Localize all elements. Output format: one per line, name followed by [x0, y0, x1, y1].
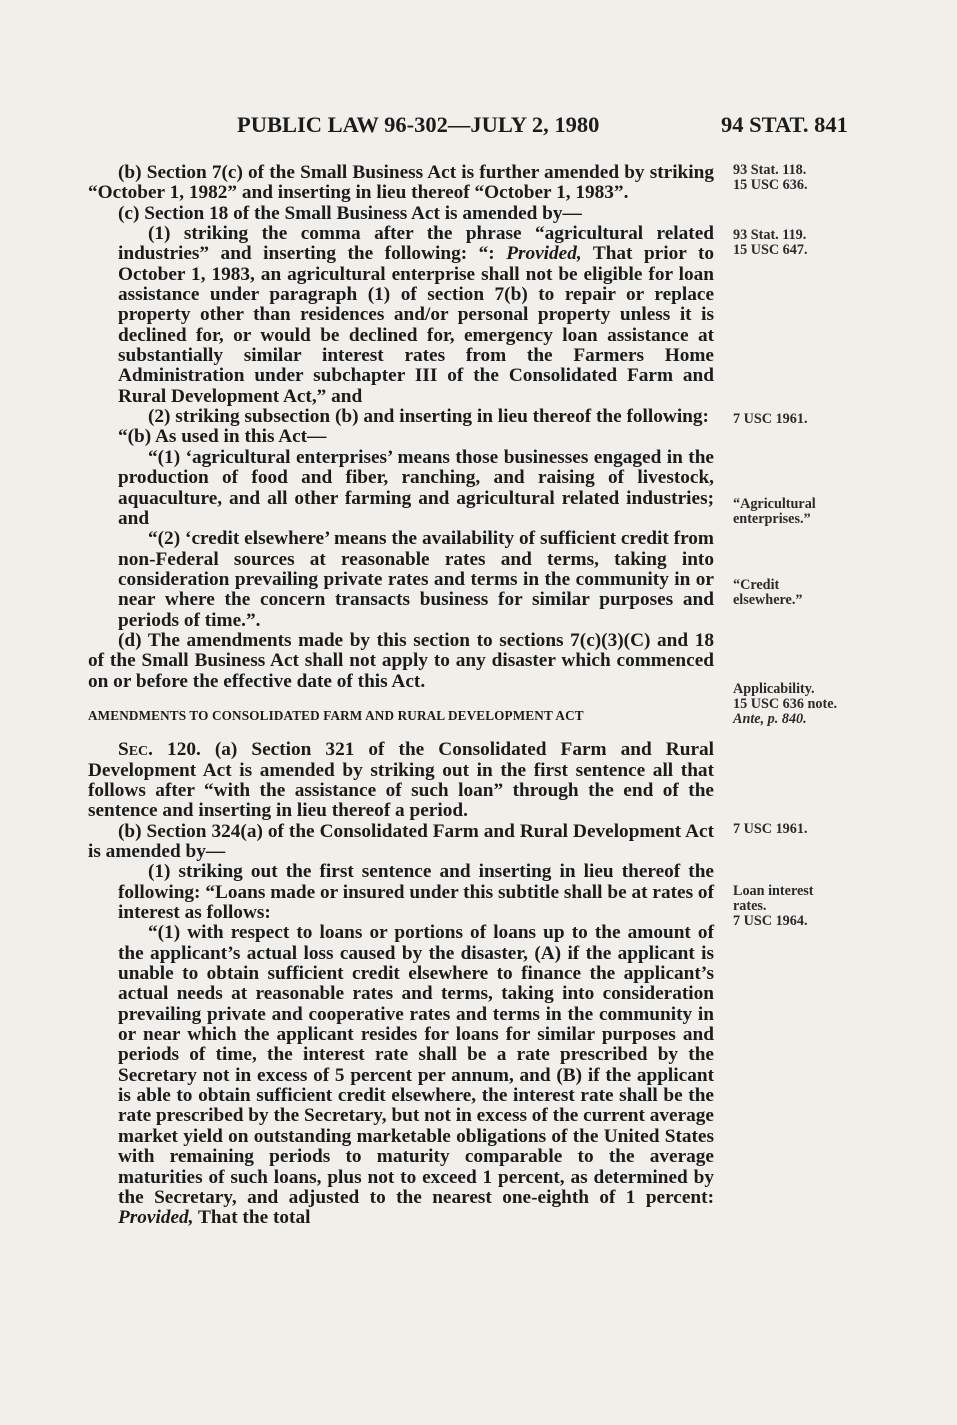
- paragraph-d: (d) The amendments made by this section to sections 7(c)(3)(C) and 18 of the Small Business Act shall not apply to any disaster which commenced on or before the effective date of this Act.: [88, 629, 714, 692]
- paragraph-c2: (2) striking subsection (b) and inserting in lieu thereof the following:: [148, 406, 709, 428]
- paragraph-c1: [88, 224, 714, 407]
- paragraph-b-definitions: “(b) As used in this Act—: [118, 426, 327, 448]
- section-120-b: (b) Section 324(a) of the Consolidated Farm and Rural Development Act is amended by—: [88, 820, 714, 862]
- body-text: [88, 163, 714, 1229]
- section-120-a-text: 120. (a) Section 321 of the Consolidated Farm and Rural Development Act is amended by striking out in the first sentence all that follows after “with the assistance of such loan” through the end of the sentence and inserting in lieu thereof a period.: [88, 739, 714, 822]
- header-stat-page: 94 STAT. 841: [721, 112, 848, 137]
- interest-rate-clause-text-b: That the total: [193, 1207, 311, 1229]
- margin-note-6: Applicability. 15 USC 636 note. Ante, p. 840.: [733, 681, 838, 727]
- definition-agricultural-enterprises: “(1) ‘agricultural enterprises’ means those businesses engaged in the production of food and fiber, ranching, and raising of livestock, aquaculture, and all other farming and agricultural related industries; and: [118, 446, 714, 529]
- definition-credit-elsewhere: “(2) ‘credit elsewhere’ means the availability of sufficient credit from non-Federal sources at reasonable rates and terms, taking into consideration prevailing private rates and terms in the community in or near where the concern transacts business for similar purposes and periods of time.”.: [118, 528, 714, 631]
- paragraph-c: (c) Section 18 of the Small Business Act is amended by—: [118, 202, 582, 224]
- margin-note-7: 7 USC 1961.: [733, 821, 808, 837]
- section-heading: AMENDMENTS TO CONSOLIDATED FARM AND RURAL DEVELOPMENT ACT: [88, 707, 584, 723]
- paragraph-c1-text-a: (1) striking the comma after the phrase “agricultural related industries” and inserting the following: “:: [118, 223, 714, 265]
- section-120-a: [88, 740, 714, 821]
- margin-note-4: “Agricultural enterprises.”: [733, 496, 816, 527]
- provided-italic: Provided,: [506, 243, 582, 265]
- margin-note-3: 7 USC 1961.: [733, 411, 808, 427]
- interest-rate-clause-text-a: “(1) with respect to loans or portions of loans up to the amount of the applicant’s actual loss caused by the disaster, (A) if the applicant is unable to obtain sufficient credit elsewhere to finance the applicant’s actual needs at reasonable rates and terms, taking into consideration prevailing private and cooperative rates and terms in the community in or near which the applicant resides for loans for similar purposes and periods of time, the interest rate shall be a rate prescribed by the Secretary not in excess of 5 percent per annum, and (B) if the applicant is able to obtain sufficient credit elsewhere, the interest rate shall be the rate prescribed by the Secretary, but not in excess of the current average market yield on outstanding marketable obligations of the United States with remaining periods to maturity comparable to the average maturities of such loans, plus not to exceed 1 percent, as determined by the Secretary, and adjusted to the nearest one-eighth of 1 percent:: [118, 922, 714, 1208]
- paragraph-c1-text-b: That prior to October 1, 1983, an agricultural enterprise shall not be eligible for loan assistance under paragraph (1) of section 7(b) to repair or replace property other than residences and/or personal property unless it is declined for, or would be declined for, emergency loan assistance at substantially similar interest rates from the Farmers Home Administration under subchapter III of the Consolidated Farm and Rural Development Act,” and: [118, 243, 715, 407]
- sec-label: Sec.: [118, 739, 153, 761]
- paragraph-b: (b) Section 7(c) of the Small Business Act is further amended by striking “October 1, 1982” and inserting in lieu thereof “October 1, 1983”.: [88, 162, 714, 204]
- page-header: [0, 112, 957, 142]
- interest-rate-clause: [88, 923, 714, 1228]
- margin-note-8: Loan interest rates. 7 USC 1964.: [733, 883, 814, 929]
- margin-note-5: “Credit elsewhere.”: [733, 577, 803, 608]
- header-title: PUBLIC LAW 96-302—JULY 2, 1980: [237, 112, 600, 137]
- provided-italic-2: Provided,: [118, 1207, 194, 1229]
- margin-note-1: 93 Stat. 118. 15 USC 636.: [733, 162, 808, 193]
- section-120-b1: (1) striking out the first sentence and inserting in lieu thereof the following: “Loans made or insured under this subtitle shall be at rates of interest as follows:: [118, 861, 714, 924]
- margin-note-2: 93 Stat. 119. 15 USC 647.: [733, 227, 808, 258]
